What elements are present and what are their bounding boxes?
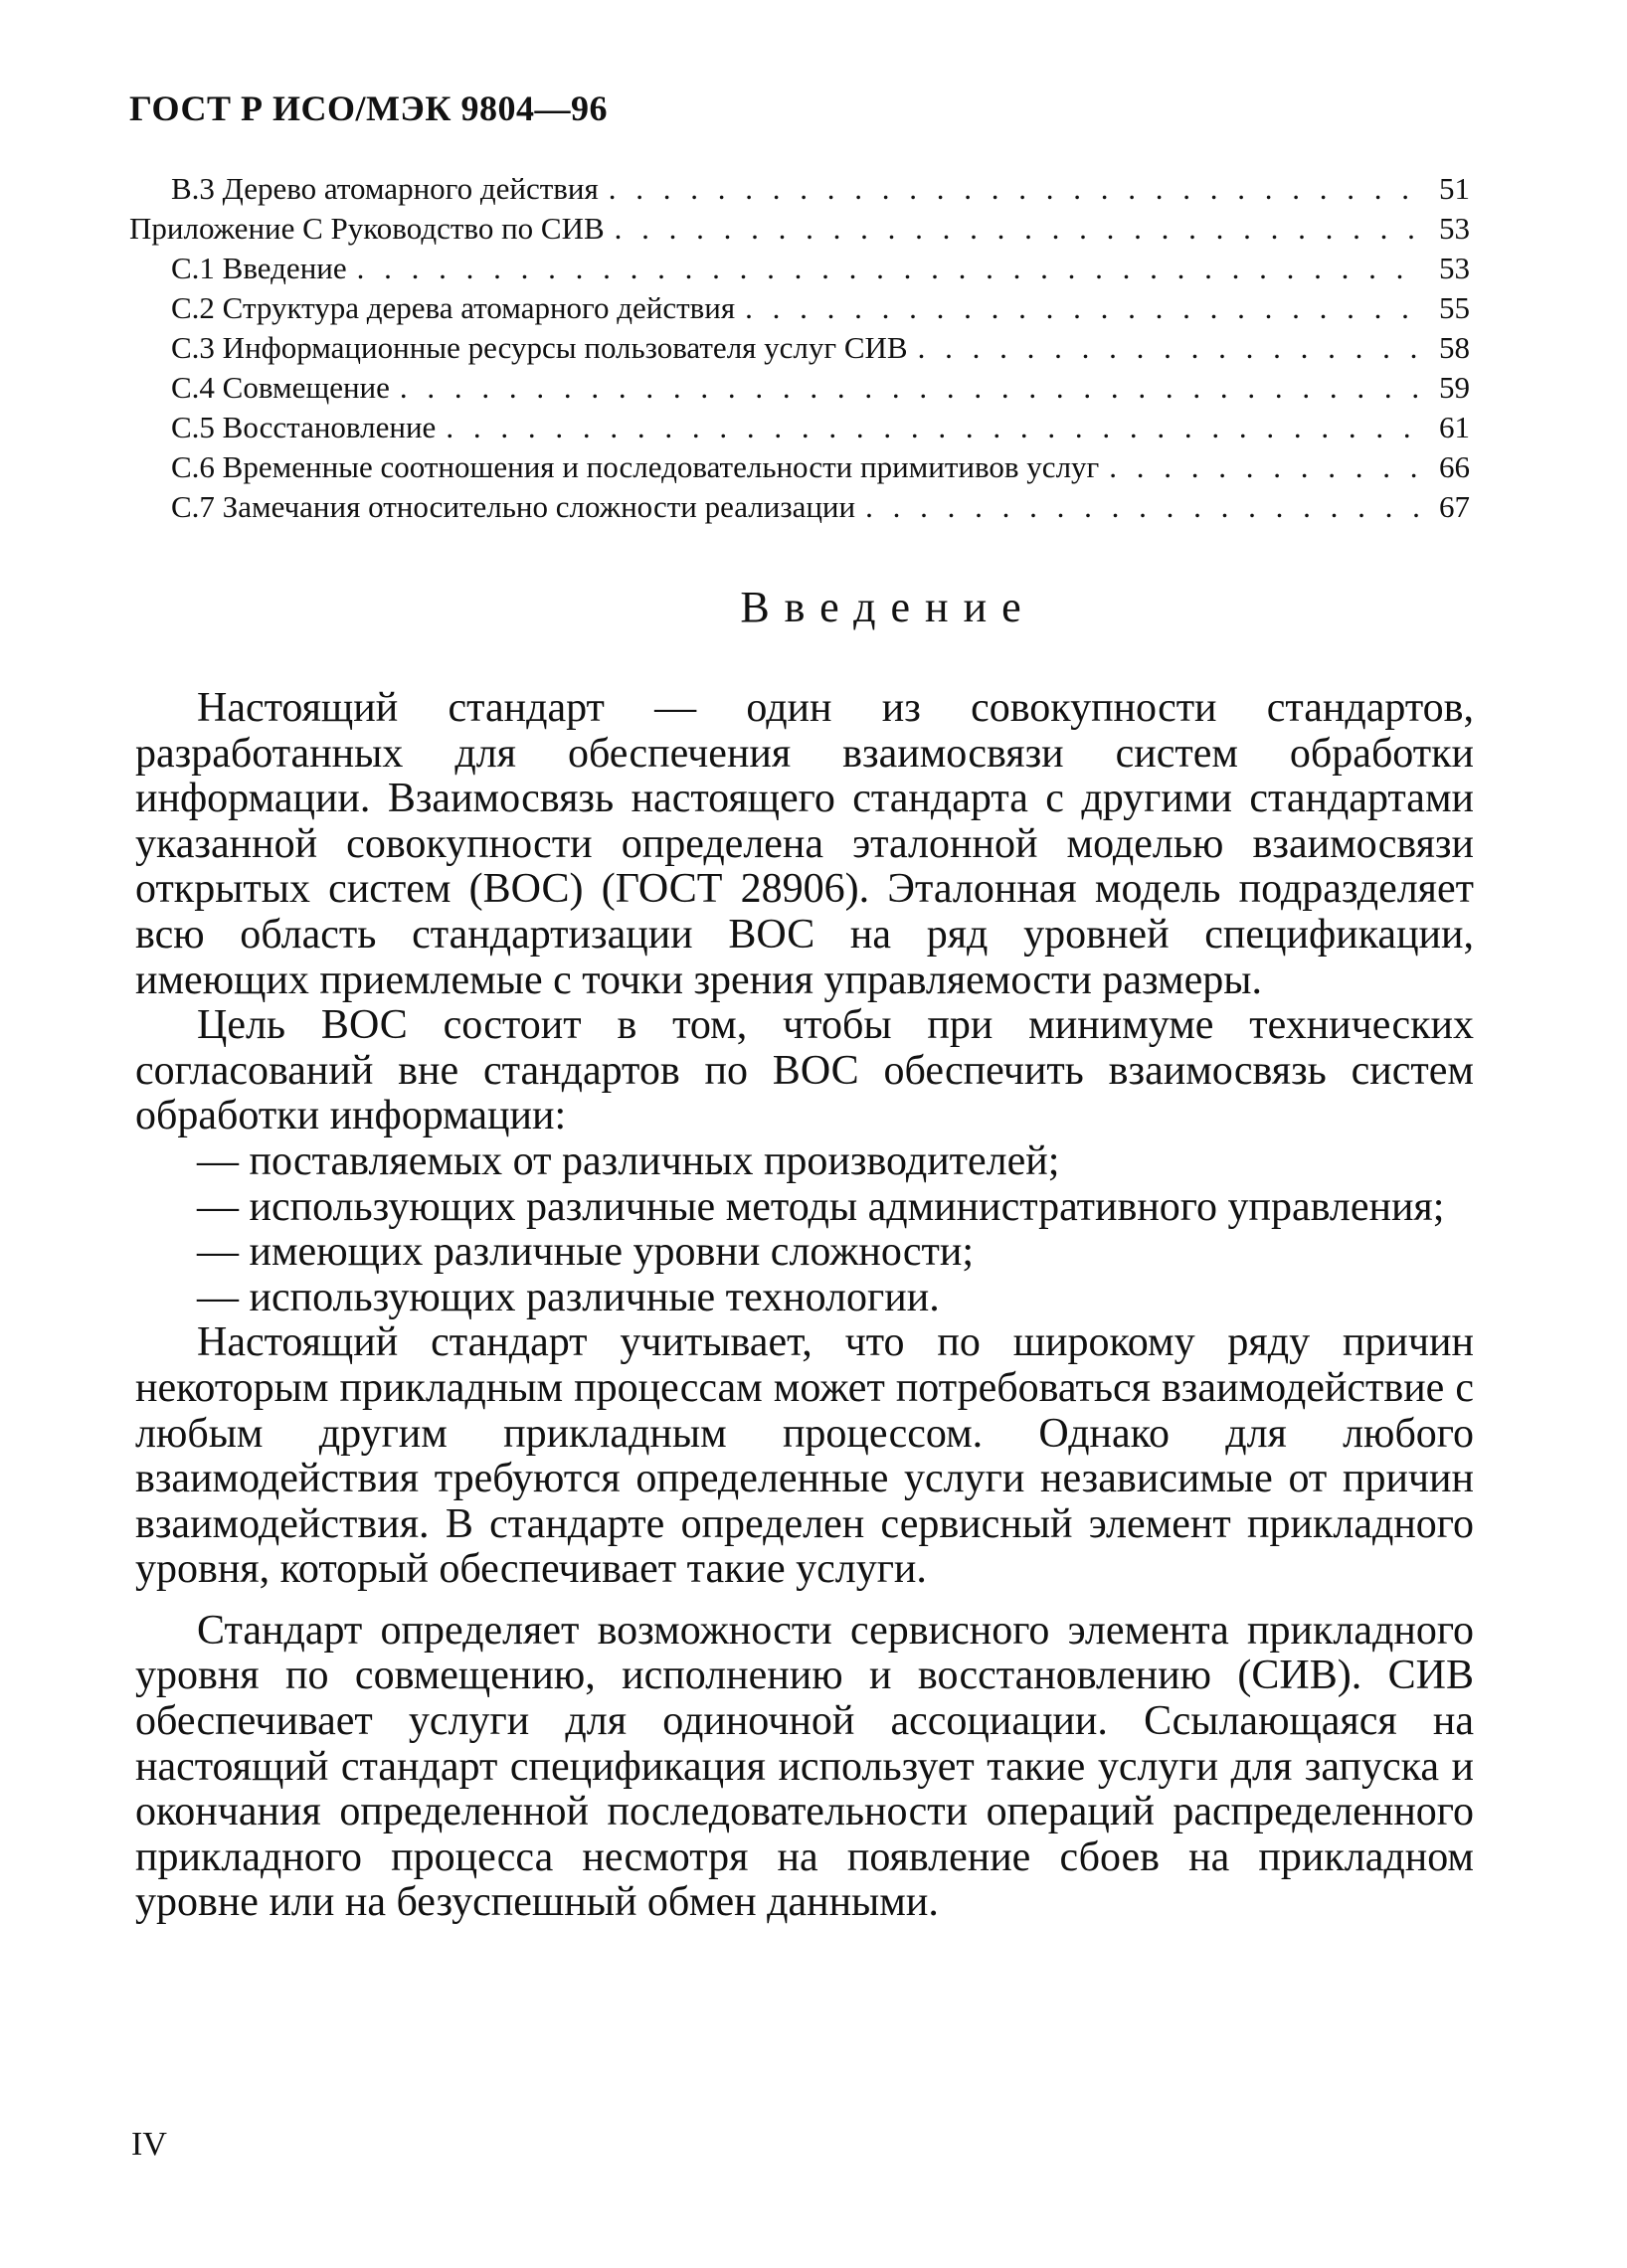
toc-entry: [129, 249, 1470, 288]
body-text: [135, 686, 1474, 1926]
toc-dot-leader: [400, 368, 1418, 408]
toc-entry: [129, 447, 1470, 487]
toc-entry-page: 58: [1439, 330, 1470, 365]
toc-entry-title: С.5 Восстановление: [171, 410, 437, 444]
page-number: IV: [131, 2126, 167, 2163]
toc-entry: [129, 209, 1470, 249]
toc-entry-page: 53: [1439, 211, 1470, 246]
toc-entry-title: С.1 Введение: [171, 251, 347, 285]
paragraph: Настоящий стандарт учитывает, что по широкому ряду причин некоторым прикладным процессам может потребоваться взаимодействие с любым другим прикладным процессом. Однако для любого взаимодействия требуются определенные услуги независимые от причин взаимодействия. В стандарте определен сервисный элемент прикладного уровня, который обеспечивает такие услуги.: [135, 1319, 1474, 1593]
list-item: — использующих различные методы административного управления;: [197, 1183, 1445, 1230]
list-item: — использующих различные технологии.: [197, 1274, 940, 1320]
toc-entry: [129, 368, 1470, 408]
toc-entry-page: 51: [1439, 171, 1470, 206]
list-item: — поставляемых от различных производителей;: [197, 1137, 1060, 1184]
toc-dot-leader: [615, 209, 1418, 249]
toc-dot-leader: [1109, 447, 1418, 487]
paragraph: Стандарт определяет возможности сервисного элемента прикладного уровня по совмещению, исполнению и восстановлению (СИВ). СИВ обеспечивает услуги для одиночной ассоциации. Ссылающаяся на настоящий стандарт спецификация использует такие услуги для запуска и окончания определенной последовательности операций распределенного прикладного процесса несмотря на появление сбоев на прикладном уровне или на безуспешный обмен данными.: [135, 1607, 1474, 1926]
toc-entry-page: 53: [1439, 251, 1470, 285]
toc-entry: [129, 288, 1470, 328]
toc-dot-leader: [745, 288, 1418, 328]
toc-entry-page: 59: [1439, 370, 1470, 405]
toc-entry-page: 55: [1439, 290, 1470, 325]
toc-entry: [129, 328, 1470, 368]
toc-entry-title: С.7 Замечания относительно сложности реализации: [171, 489, 856, 524]
toc-entry-title: Приложение С Руководство по СИВ: [129, 211, 605, 246]
section-heading: Введение: [740, 583, 1036, 631]
toc-entry-page: 66: [1439, 449, 1470, 484]
document-header: ГОСТ Р ИСО/МЭК 9804—96: [129, 88, 608, 128]
paragraph: Цель ВОС состоит в том, чтобы при минимуме технических согласований вне стандартов по ВОС обеспечить взаимосвязь систем обработки информации:: [135, 1002, 1474, 1139]
toc-dot-leader: [357, 249, 1418, 288]
toc-entry: [129, 487, 1470, 527]
toc-dot-leader: [609, 169, 1418, 209]
toc-dot-leader: [446, 408, 1418, 447]
toc-dot-leader: [918, 328, 1418, 368]
list-item: — имеющих различные уровни сложности;: [197, 1229, 975, 1276]
toc-entry-title: С.2 Структура дерева атомарного действия: [171, 290, 736, 325]
toc-dot-leader: [865, 487, 1418, 527]
toc-entry-title: В.3 Дерево атомарного действия: [171, 171, 599, 206]
toc-entry: [129, 169, 1470, 209]
toc-entry-page: 61: [1439, 410, 1470, 444]
toc-entry-title: С.6 Временные соотношения и последовательности примитивов услуг: [171, 449, 1100, 484]
toc-entry: [129, 408, 1470, 447]
table-of-contents: [129, 169, 1470, 527]
toc-entry-title: С.3 Информационные ресурсы пользователя услуг СИВ: [171, 330, 908, 365]
paragraph: Настоящий стандарт — один из совокупности стандартов, разработанных для обеспечения взаимосвязи систем обработки информации. Взаимосвязь настоящего стандарта с другими стандартами указанной совокупности определена эталонной моделью взаимосвязи открытых систем (ВОС) (ГОСТ 28906). Эталонная модель подразделяет всю область стандартизации ВОС на ряд уровней спецификации, имеющих приемлемые с точки зрения управляемости размеры.: [135, 685, 1474, 1003]
toc-entry-page: 67: [1439, 489, 1470, 524]
toc-entry-title: С.4 Совмещение: [171, 370, 390, 405]
